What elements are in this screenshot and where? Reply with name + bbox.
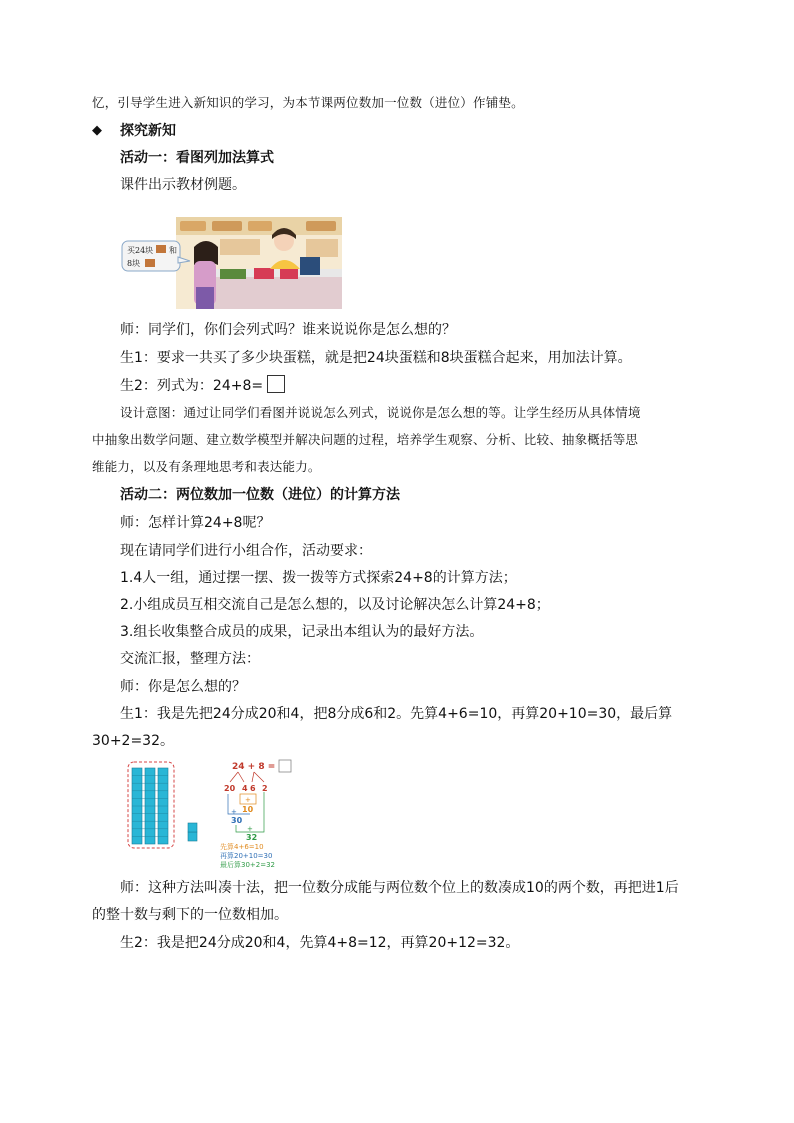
place-value-blocks xyxy=(126,760,206,850)
diagram-answer-box xyxy=(279,760,291,772)
teacher-question-2: 师：怎样计算24+8呢？ xyxy=(120,515,271,531)
report-text: 交流汇报，整理方法： xyxy=(120,651,260,667)
answer-box xyxy=(267,375,285,393)
requirement-1: 1.4人一组，通过摆一摆、拨一拨等方式探索24+8的计算方法； xyxy=(120,570,517,586)
result-value: 32 xyxy=(246,833,258,842)
group-intro: 现在请同学们进行小组合作，活动要求： xyxy=(120,543,372,559)
requirement-3: 3.组长收集整合成员的成果，记录出本组认为的最好方法。 xyxy=(120,624,484,640)
student-answer-2 xyxy=(120,375,732,397)
split-2: 2 xyxy=(262,784,268,793)
design-intent-line3: 维能力，以及有条理地思考和表达能力。 xyxy=(92,459,321,474)
diamond-bullet-icon: ◆ xyxy=(92,123,102,138)
plus-blue: + xyxy=(231,808,237,816)
student-answer-3-line1: 生1：我是先把24分成20和4，把8分成6和2。先算4+6=10，再算20+10=30，最后算 xyxy=(120,706,673,722)
teacher-explain-line1: 师：这种方法叫凑十法，把一位数分成能与两位数个位上的数凑成10的两个数，再把进1后 xyxy=(120,880,679,896)
teacher-explain-line2: 的整十数与剩下的一位数相加。 xyxy=(92,907,288,923)
activity2-title: 活动二：两位数加一位数（进位）的计算方法 xyxy=(120,487,400,503)
bubble-line1: 买24块 xyxy=(127,246,154,255)
ten-value: 10 xyxy=(242,805,254,814)
plus-green: + xyxy=(247,825,253,833)
split-4: 4 xyxy=(242,784,248,793)
make-ten-diagram xyxy=(216,756,298,868)
activity1-title: 活动一：看图列加法算式 xyxy=(120,150,274,166)
show-example-text: 课件出示教材例题。 xyxy=(120,177,246,193)
cake-icon xyxy=(156,245,166,253)
section-heading: 探究新知 xyxy=(120,123,176,139)
split-20: 20 xyxy=(224,784,236,793)
step1-text: 先算4+6=10 xyxy=(220,843,264,851)
thirty-value: 30 xyxy=(231,816,243,825)
equation-text: 生2：列式为：24+8= xyxy=(120,378,264,394)
student-answer-1: 生1：要求一共买了多少块蛋糕，就是把24块蛋糕和8块蛋糕合起来，用加法计算。 xyxy=(120,350,632,366)
bubble-and: 和 xyxy=(169,246,177,255)
plus-orange: + xyxy=(245,796,251,804)
requirement-2: 2.小组成员互相交流自己是怎么想的，以及讨论解决怎么计算24+8； xyxy=(120,597,550,613)
bubble-line2: 8块 xyxy=(127,259,141,268)
student-answer-4: 生2：我是把24分成20和4，先算4+8=12，再算20+12=32。 xyxy=(120,935,520,951)
teacher-question-3: 师：你是怎么想的？ xyxy=(120,679,246,695)
bakery-illustration xyxy=(120,217,342,309)
student-answer-3-line2: 30+2=32。 xyxy=(92,733,174,749)
step2-text: 再算20+10=30 xyxy=(220,852,273,860)
design-intent-line2: 中抽象出数学问题、建立数学模型并解决问题的过程，培养学生观察、分析、比较、抽象概括等思 xyxy=(92,432,639,447)
teacher-question-1: 师：同学们，你们会列式吗？谁来说说你是怎么想的？ xyxy=(120,322,456,338)
intro-text: 忆，引导学生进入新知识的学习，为本节课两位数加一位数（进位）作铺垫。 xyxy=(92,95,524,110)
design-intent-line1: 设计意图：通过让同学们看图并说说怎么列式，说说你是怎么想的等。让学生经历从具体情境 xyxy=(120,405,641,420)
diagram-equation: 24 + 8 = xyxy=(232,762,276,772)
step3-text: 最后算30+2=32 xyxy=(220,861,275,868)
cake-icon xyxy=(145,259,155,267)
split-6: 6 xyxy=(250,784,256,793)
